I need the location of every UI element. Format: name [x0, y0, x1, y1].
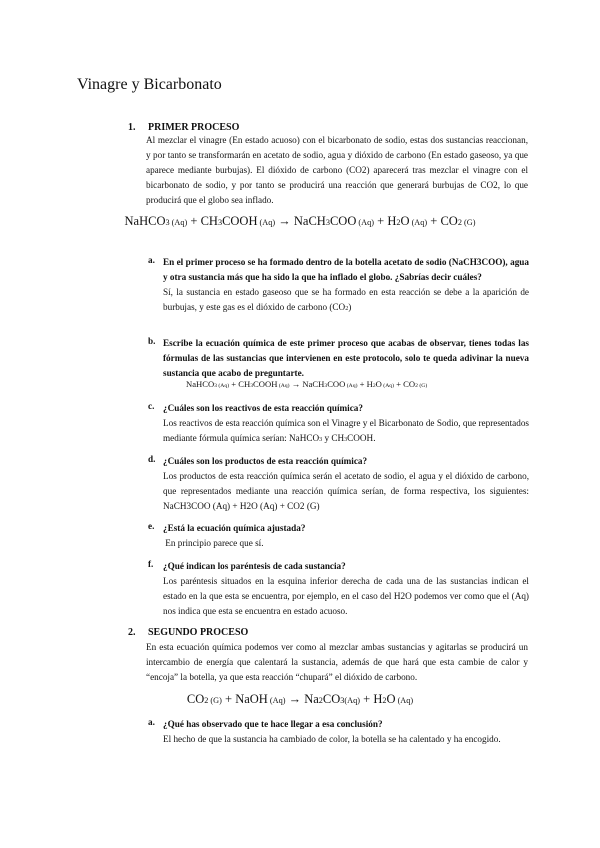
section-2-paragraph: En esta ecuación química podemos ver como al mezclar ambas sustancias y agitarlas se producirá un intercambio de energía que calentará la sustancia, además de que hará que esta cambie de calor y “encoja” la botella, ya que esta reacción “chupará” el dióxido de carbono.	[146, 642, 528, 682]
question-text: En el primer proceso se ha formado dentro de la botella acetato de sodio (NaCH3COO), agua y otra sustancia más que ha sido la que ha inflado el globo. ¿Sabrías decir cuáles?	[163, 257, 529, 282]
question-item-b	[148, 336, 529, 381]
answer-text: El hecho de que la sustancia ha cambiado de color, la botella se ha calentado y ha encogido.	[163, 734, 501, 744]
question-item-d	[148, 454, 529, 514]
answer-text: Los reactivos de esta reacción química son el Vinagre y el Bicarbonato de Sodio, que representados mediante fórmula química serían: NaHCO3 y CH3COOH.	[163, 418, 529, 443]
question-text: ¿Qué has observado que te hace llegar a esa conclusión?	[163, 719, 383, 729]
question-item-e	[148, 521, 529, 551]
item-letter: f.	[148, 559, 154, 569]
question-text: ¿Cuáles son los reactivos de esta reacción química?	[163, 403, 363, 413]
question-item-2a	[148, 717, 529, 747]
section-number: 1.	[128, 122, 136, 133]
section-title: SEGUNDO PROCESO	[148, 627, 249, 638]
equation-1: NaHCO3 (Aq) + CH3COOH (Aq) → NaCH3COO (Aq) + H2O (Aq) + CO2 (G)	[124, 214, 476, 228]
section-title: PRIMER PROCESO	[148, 122, 240, 133]
item-letter: d.	[148, 454, 156, 464]
answer-text: Los paréntesis situados en la esquina inferior derecha de cada una de las sustancias indican el estado en la que esta se encuentra, por ejemplo, en el caso del H2O podemos ver como que el (Aq) nos indica que esta se encuentra en estado acuoso.	[163, 576, 529, 616]
answer-text: En principio parece que sí.	[163, 538, 264, 548]
item-letter: a.	[148, 255, 155, 265]
item-letter: e.	[148, 521, 155, 531]
question-text: ¿Está la ecuación química ajustada?	[163, 523, 306, 533]
equation-2: CO2 (G) + NaOH (Aq) → Na2CO3(Aq) + H2O (Aq)	[186, 692, 414, 706]
question-item-c	[148, 401, 529, 448]
question-item-a	[148, 255, 529, 317]
document-title: Vinagre y Bicarbonato	[77, 76, 222, 93]
item-letter: c.	[148, 401, 155, 411]
question-text: Escribe la ecuación química de este primer proceso que acabas de observar, tienes todas las fórmulas de las sustancias que intervienen en este protocolo, solo te queda adivinar la nueva sustancia que acabo de preguntarte.	[163, 338, 529, 378]
question-text: ¿Cuáles son los productos de esta reacción química?	[163, 456, 368, 466]
section-1-paragraph: Al mezclar el vinagre (En estado acuoso) con el bicarbonato de sodio, estas dos sustancias reaccionan, y por tanto se transformarán en acetato de sodio, agua y dióxido de carbono (En estado gaseoso, ya que aparece mediante burbujas). El dióxido de carbono (CO2) aparecerá tras mezclar el vinagre con el bicarbonato de sodio, y por tanto se producirá una reacción que generará burbujas de CO2, lo que producirá que el globo sea inflado.	[146, 135, 528, 205]
section-number: 2.	[128, 627, 136, 638]
answer-text: Los productos de esta reacción química serán el acetato de sodio, el agua y el dióxido de carbono, que representados mediante una reacción química serían, de forma respectiva, los siguientes: NaCH3COO (Aq) + H2O (Aq) + CO2 (G)	[163, 471, 529, 511]
item-letter: a.	[148, 717, 155, 727]
answer-text: Sí, la sustancia en estado gaseoso que se ha formado en esta reacción se debe a la aparición de burbujas, y este gas es el dióxido de carbono (CO2)	[163, 287, 529, 312]
question-text: ¿Qué indican los paréntesis de cada sustancia?	[163, 561, 346, 571]
item-letter: b.	[148, 336, 156, 346]
equation-1-small: NaHCO3 (Aq) + CH3COOH (Aq) → NaCH3COO (Aq) + H2O (Aq) + CO2 (G)	[186, 379, 428, 389]
question-item-f	[148, 559, 529, 619]
